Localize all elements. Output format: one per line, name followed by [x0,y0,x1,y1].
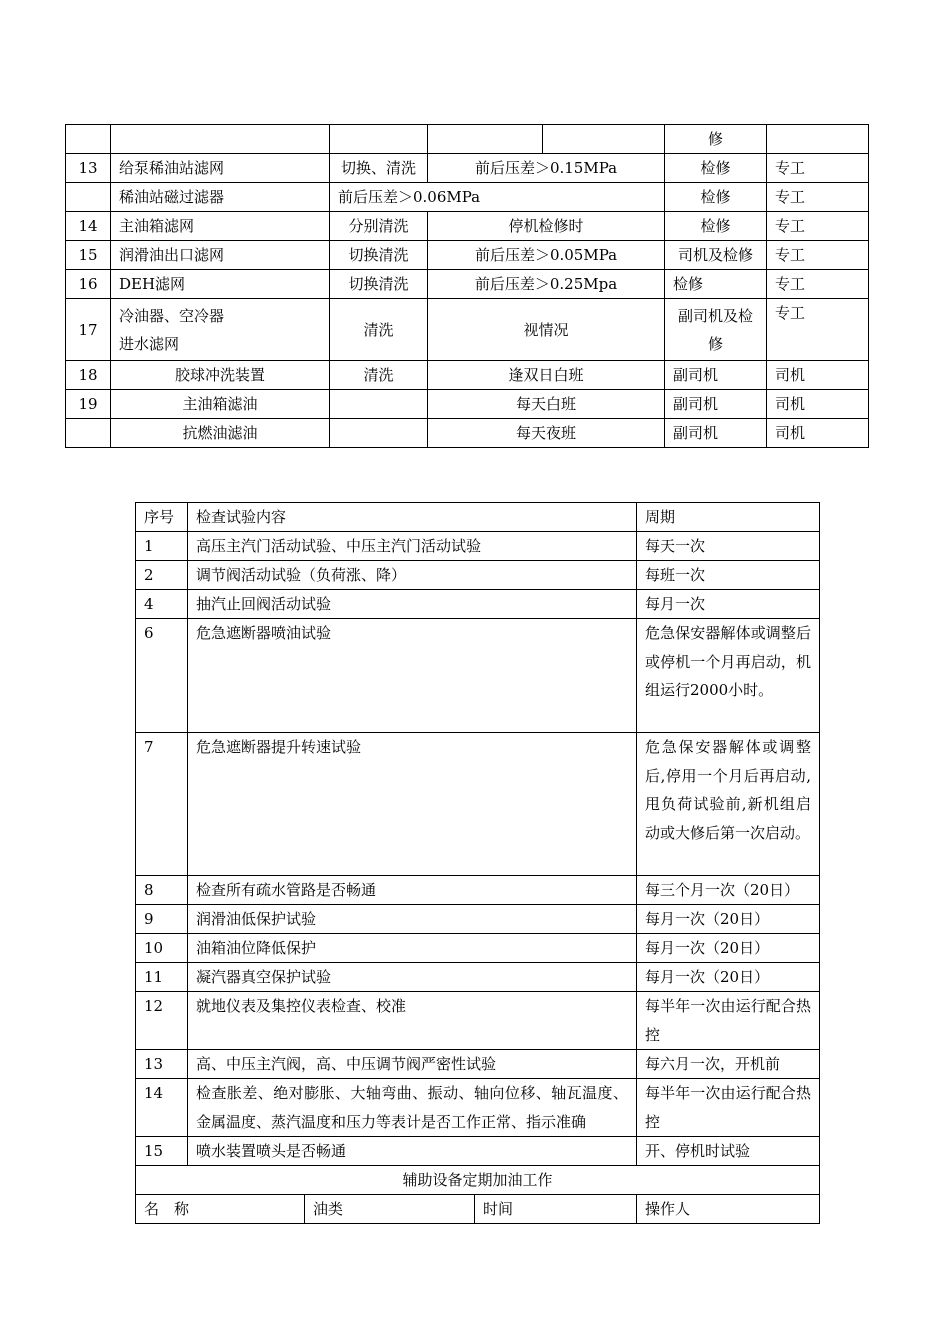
table-row [136,876,820,905]
cell-no: 14 [66,212,111,241]
header-period: 周期 [637,503,820,532]
table-row [66,154,869,183]
cell-name: DEH滤网 [111,270,330,299]
table-row [66,390,869,419]
cell-no: 11 [136,963,188,992]
cell-no: 6 [136,619,188,733]
cell-condition-a [428,125,543,154]
table-row [66,212,869,241]
cell-no: 2 [136,561,188,590]
cell-period: 每半年一次由运行配合热控 [637,992,820,1050]
table-row [66,183,869,212]
cell-period: 每月一次 [637,590,820,619]
header-no: 序号 [136,503,188,532]
cell-content: 检查所有疏水管路是否畅通 [188,876,637,905]
table-row [136,590,820,619]
cell-period: 每班一次 [637,561,820,590]
cell-content: 抽汽止回阀活动试验 [188,590,637,619]
cell-name: 胶球冲洗装置 [111,361,330,390]
table-row [66,270,869,299]
cell-executor: 副司机 [665,361,767,390]
cell-content: 凝汽器真空保护试验 [188,963,637,992]
cell-method: 清洗 [330,361,428,390]
table-row [136,733,820,876]
cell-condition-b [543,125,665,154]
cell-executor: 副司机 [665,419,767,448]
cell-supervisor: 专工 [767,183,869,212]
cell-supervisor: 专工 [767,212,869,241]
table-row [136,561,820,590]
cell-executor: 检修 [665,212,767,241]
table-row [136,619,820,733]
cell-no: 4 [136,590,188,619]
table-row [66,125,869,154]
table-row [136,963,820,992]
cell-name: 给泵稀油站滤网 [111,154,330,183]
cell-period: 每三个月一次（20日） [637,876,820,905]
cell-name: 抗燃油滤油 [111,419,330,448]
cell-executor: 检修 [665,183,767,212]
cell-no: 7 [136,733,188,876]
section-title: 辅助设备定期加油工作 [136,1166,820,1195]
cell-supervisor: 司机 [767,361,869,390]
cell-name: 稀油站磁过滤器 [111,183,330,212]
cell-content: 危急遮断器喷油试验 [188,619,637,733]
cell-method: 切换清洗 [330,270,428,299]
table-row [66,241,869,270]
sub-header-operator: 操作人 [637,1195,820,1224]
cell-executor-line1: 副司机及检 [677,306,753,325]
cell-condition: 前后压差＞0.06MPa [330,183,665,212]
cell-condition: 前后压差＞0.05MPa [428,241,665,270]
cell-supervisor: 专工 [767,270,869,299]
cell-method: 分别清洗 [330,212,428,241]
inspection-test-table [135,502,820,1224]
cell-content: 就地仪表及集控仪表检查、校准 [188,992,637,1050]
cell-method [330,390,428,419]
section-title-row [136,1166,820,1195]
cell-period: 危急保安器解体或调整后,停用一个月后再启动,甩负荷试验前,新机组启动或大修后第一次启动。 [637,733,820,876]
cell-no: 15 [66,241,111,270]
cell-no [66,183,111,212]
cell-no: 17 [66,299,111,361]
cell-period: 每月一次（20日） [637,963,820,992]
cell-content: 喷水装置喷头是否畅通 [188,1137,637,1166]
cell-method: 切换清洗 [330,241,428,270]
cell-period: 危急保安器解体或调整后或停机一个月再启动，机组运行2000小时。 [637,619,820,733]
cell-executor: 司机及检修 [665,241,767,270]
cell-content: 调节阀活动试验（负荷涨、降） [188,561,637,590]
cell-condition: 停机检修时 [428,212,665,241]
table-row [136,934,820,963]
cell-period: 开、停机时试验 [637,1137,820,1166]
cell-name: 润滑油出口滤网 [111,241,330,270]
cell-no: 19 [66,390,111,419]
cell-supervisor: 司机 [767,419,869,448]
cell-period: 每半年一次由运行配合热控 [637,1079,820,1137]
cell-condition: 每天夜班 [428,419,665,448]
cell-executor: 检修 [665,154,767,183]
cell-no: 18 [66,361,111,390]
cell-method: 切换、清洗 [330,154,428,183]
cell-content: 高、中压主汽阀，高、中压调节阀严密性试验 [188,1050,637,1079]
cell-executor: 修 [665,125,767,154]
cell-condition: 逢双日白班 [428,361,665,390]
cell-no: 12 [136,992,188,1050]
cell-content: 油箱油位降低保护 [188,934,637,963]
cell-name-line2: 进水滤网 [119,334,180,353]
cell-method: 清洗 [330,299,428,361]
cell-period: 每月一次（20日） [637,934,820,963]
cell-no: 13 [136,1050,188,1079]
sub-header-oil: 油类 [305,1195,475,1224]
cell-no: 8 [136,876,188,905]
cell-no: 10 [136,934,188,963]
cell-no [66,125,111,154]
cell-period: 每六月一次，开机前 [637,1050,820,1079]
cell-method [330,419,428,448]
cell-method [330,125,428,154]
table-row [136,532,820,561]
cell-supervisor: 司机 [767,390,869,419]
table-row [66,419,869,448]
header-content: 检查试验内容 [188,503,637,532]
table-row [66,361,869,390]
table-header-row [136,503,820,532]
cell-no: 9 [136,905,188,934]
cell-content: 高压主汽门活动试验、中压主汽门活动试验 [188,532,637,561]
sub-header-time: 时间 [475,1195,637,1224]
cell-supervisor: 专工 [767,299,869,361]
cell-condition: 每天白班 [428,390,665,419]
cell-no: 15 [136,1137,188,1166]
cell-supervisor [767,125,869,154]
cell-name-line1: 冷油器、空冷器 [119,306,225,325]
table-row [66,299,869,361]
cell-no: 16 [66,270,111,299]
table-row [136,1137,820,1166]
cell-supervisor: 专工 [767,154,869,183]
cell-executor-line2: 修 [707,334,723,353]
sub-header-row [136,1195,820,1224]
cell-condition: 前后压差＞0.25Mpa [428,270,665,299]
cell-no [66,419,111,448]
cell-executor: 副司机 [665,390,767,419]
cell-no: 13 [66,154,111,183]
cell-content: 危急遮断器提升转速试验 [188,733,637,876]
cell-name: 主油箱滤网 [111,212,330,241]
table-row [136,992,820,1050]
cell-name [111,125,330,154]
cell-period: 每天一次 [637,532,820,561]
table-row [136,1079,820,1137]
cell-executor: 检修 [665,270,767,299]
cell-name [111,299,330,361]
cell-no: 14 [136,1079,188,1137]
cell-executor [665,299,767,361]
cell-supervisor: 专工 [767,241,869,270]
cell-period: 每月一次（20日） [637,905,820,934]
cell-condition: 前后压差＞0.15MPa [428,154,665,183]
cell-condition: 视情况 [428,299,665,361]
cell-content: 润滑油低保护试验 [188,905,637,934]
cell-content: 检查胀差、绝对膨胀、大轴弯曲、振动、轴向位移、轴瓦温度、金属温度、蒸汽温度和压力等表计是否工作正常、指示准确 [188,1079,637,1137]
table-row [136,1050,820,1079]
table-row [136,905,820,934]
cell-no: 1 [136,532,188,561]
cell-name: 主油箱滤油 [111,390,330,419]
sub-header-name: 名 称 [136,1195,305,1224]
filter-maintenance-table [65,124,869,448]
